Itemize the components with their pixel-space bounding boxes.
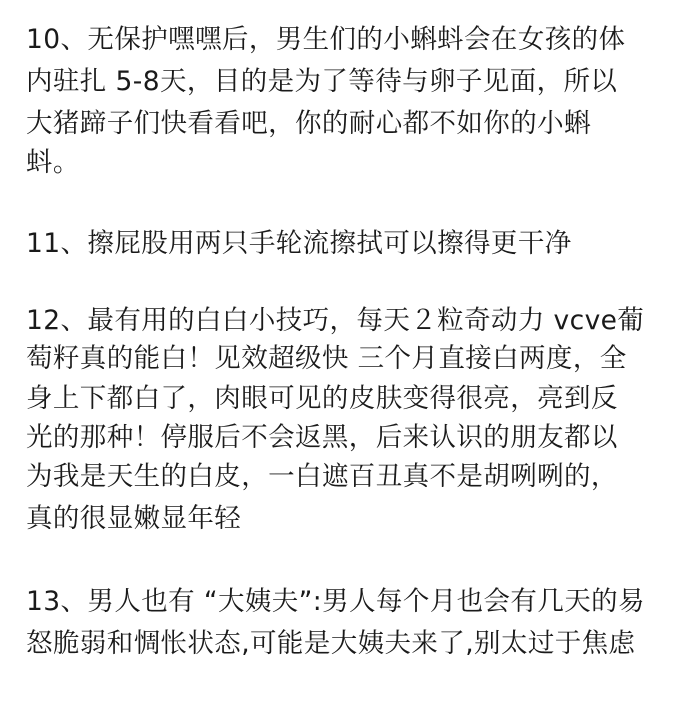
text-line: 11、擦屁股用两只手轮流擦拭可以擦得更干净 — [26, 228, 572, 259]
text-line: 12、最有用的白白小技巧，每天２粒奇动力 vcve葡 — [26, 305, 645, 336]
text-line: 10、无保护嘿嘿后，男生们的小蝌蚪会在女孩的体 — [26, 24, 626, 55]
text-line: 光的那种！停服后不会返黑，后来认识的朋友都以 — [26, 422, 618, 453]
text-line: 为我是天生的白皮，一白遮百丑真不是胡咧咧的， — [26, 461, 618, 492]
text-line: 蚪。 — [26, 147, 80, 178]
text-line: 13、男人也有 “大姨夫”:男人每个月也会有几天的易 — [26, 586, 645, 617]
text-line: 大猪蹄子们快看看吧，你的耐心都不如你的小蝌 — [26, 108, 591, 139]
text-line: 萄籽真的能白！见效超级快 三个月直接白两度，全 — [26, 343, 627, 374]
text-line: 身上下都白了，肉眼可见的皮肤变得很亮，亮到反 — [26, 383, 618, 414]
text-line: 内驻扎 5-8天，目的是为了等待与卵子见面，所以 — [26, 66, 618, 97]
text-line: 真的很显嫩显年轻 — [26, 503, 242, 534]
text-line: 怒脆弱和惆怅状态,可能是大姨夫来了,别太过于焦虑 — [26, 628, 636, 659]
